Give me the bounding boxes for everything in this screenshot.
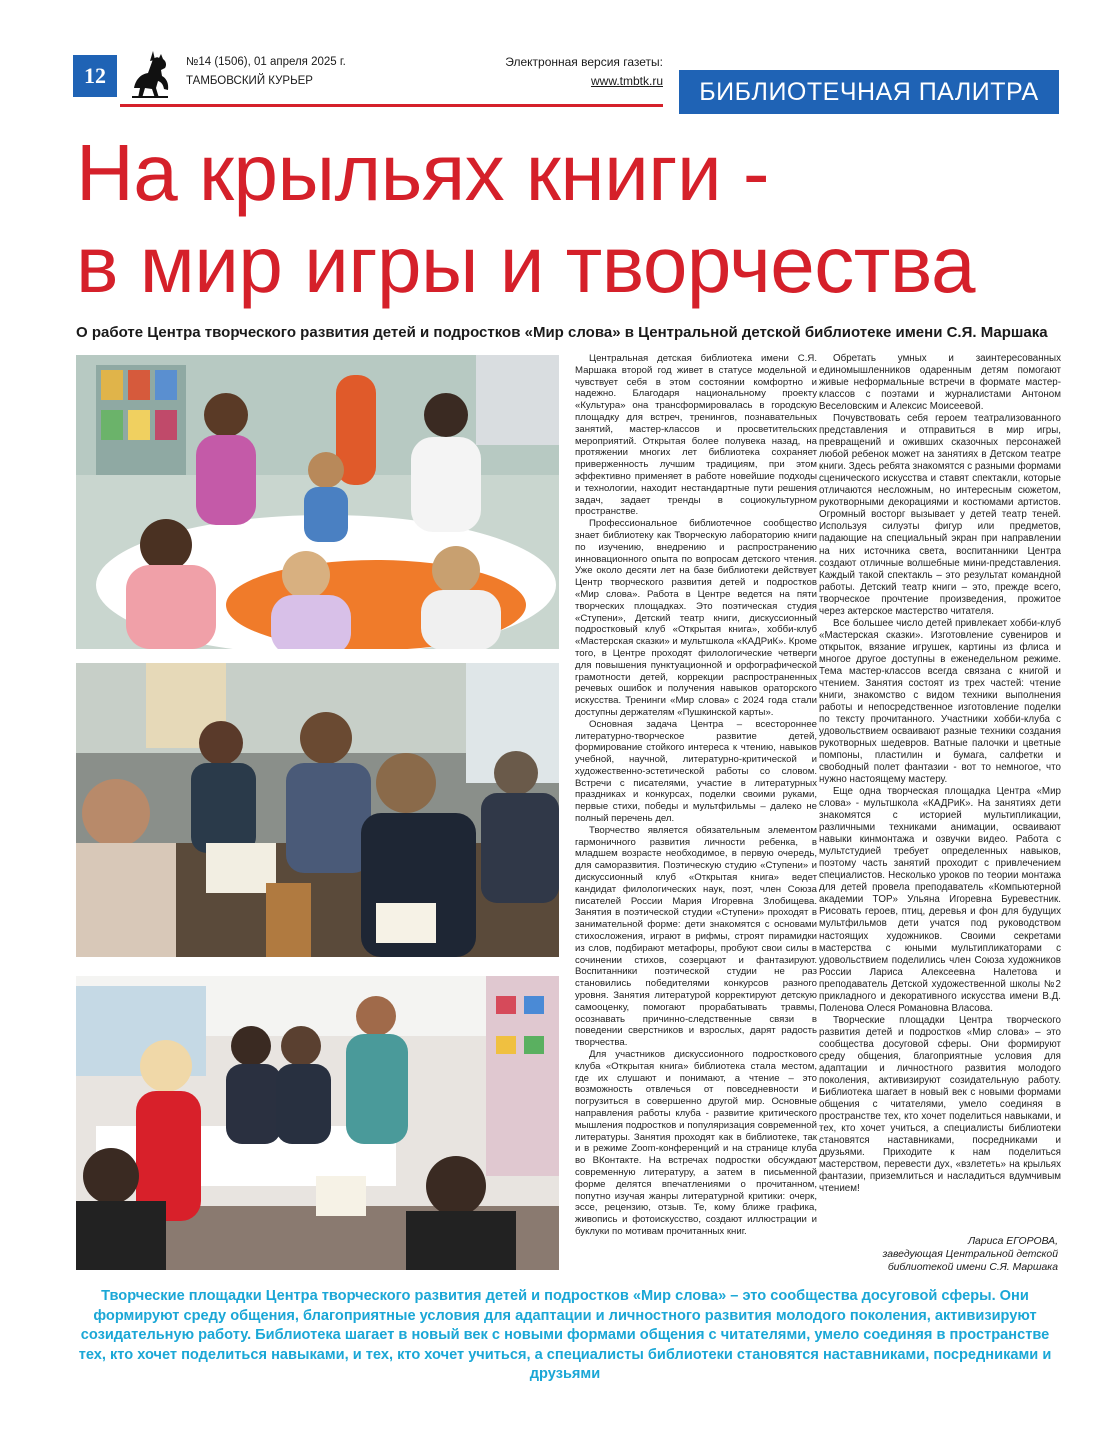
- photo-reading-club: [76, 663, 559, 957]
- article-paragraph: Обретать умных и заинтересованных единомышленников одаренным детям помогают живые неформальные встречи в формате мастер-классов с поэтами и журналистами Антоном Веселовским и Алексис Моисеевой.: [819, 353, 1061, 413]
- header-divider: [120, 104, 663, 107]
- article-paragraph: Почувствовать себя героем театрализованного представления и отправиться в мир игры, превращений и оживших сказочных персонажей любой ребенок может на занятиях в Детском театре книги. Здесь ребята знакомятся с разными формами сценического искусства и ставят спектакли, которые отличаются несложным, но интересным сюжетом, рукотворными декорациями и костюмами артистов. Огромный восторг вызывает у детей театр теней. Используя силуэты фигур или предметов, падающие на специальный экран при направлении на них источника света, воспитанники Центра создают отличные волшебные мини-представления. Каждый такой спектакль – это результат командной работы. Детский театр книги – это, прежде всего, творческое прочтение произведения, прожитое через актерское мастерство читателя.: [819, 413, 1061, 617]
- photo-craft-workshop: [76, 355, 559, 649]
- article-paragraph: Профессиональное библиотечное сообщество знает библиотеку как Творческую лабораторию книги по изучению, внедрению и распространению инновационного опыта по вопросам детского чтения. Уже около десяти лет на базе библиотеки действует Центр творческого развития детей и подростков «Мир слова». Работа в Центре ведется на пяти творческих площадках. Это поэтическая студия «Ступени», Детский театр книги, дискуссионный подростковый клуб «Открытая книга», хобби-клуб «Мастерская сказки» и мультшкола «КАДРиК». Кроме того, в Центре проходят филологические четверги для повышения пунктуационной и орфографической грамотности детей, коррекции распространенных речевых ошибок и получения навыков ораторского искусства. Тренинги «Мир слова» с 2024 года стали доступны держателям «Пушкинской карты».: [575, 518, 817, 718]
- article-subtitle: О работе Центра творческого развития детей и подростков «Мир слова» в Центральной детской библиотеке имени С.Я. Маршака: [76, 324, 1048, 341]
- article-paragraph: Творческие площадки Центра творческого развития детей и подростков «Мир слова» – это сообщества досуговой сферы. Они формируют среду общения, благоприятные условия для адаптации и личностного развития молодого поколения, активизируют созидательную работу. Библиотека шагает в новый век с новыми формами общения с читателями, умело соединяя в пространстве тех, кто хочет поделиться навыками, и тех, кто хочет учиться, а специалисты библиотеки становятся наставниками, посредниками и друзьями. Приходите к нам поделиться мастерством, перевести дух, «взлететь» на крыльях фантазии, приземлиться и насладиться вдумчивым чтением!: [819, 1014, 1061, 1195]
- photo-discussion-group: [76, 976, 559, 1270]
- pull-quote: Творческие площадки Центра творческого развития детей и подростков «Мир слова» – это сообщества досуговой сферы. Они формируют среду общения, благоприятные условия для адаптации и личностного развития молодого поколения, активизируют созидательную работу. Библиотека шагает в новый век с новыми формами общения с читателями, умело соединяя в пространстве тех, кто хочет поделиться навыками, и тех, кто хочет учиться, а специалисты библиотеки становятся наставниками, посредниками и друзьями: [78, 1288, 1052, 1382]
- article-paragraph: Еще одна творческая площадка Центра «Мир слова» - мультшкола «КАДРиК». На занятиях дети знакомятся с историей мультипликации, различными техниками анимации, осваивают навыки кинмонтажа и озвучки видео. Работа с мультстудией требует определенных навыков, поэтому часть занятий проходит с привлечением специалистов. Несколько уроков по теории монтажа для детей провела преподаватель «Компьютерной академии TOP» Ульяна Игоревна Буревестник. Рисовать героев, птиц, деревья и фон для будущих мультфильмов дети учатся под руководством настоящих художников. Своими секретами мастерства с юными мультипликаторами с удовольствием поделились член Союза художников России Лариса Алексеевна Налетова и преподаватель Детской художественной школы №2 прикладного и декоративного искусства имени В.Д. Поленова Олеся Романовна Власова.: [819, 786, 1061, 1014]
- e-version-link[interactable]: www.tmbtk.ru: [590, 74, 663, 88]
- e-version-label: Электронная версия газеты:: [505, 55, 663, 69]
- newspaper-name: ТАМБОВСКИЙ КУРЬЕР: [186, 75, 313, 87]
- article-column-right: [819, 353, 1061, 1195]
- headline-line-2: в мир игры и творчества: [76, 220, 976, 309]
- author-name: Лариса ЕГОРОВА,: [967, 1236, 1058, 1247]
- author-role: заведующая Центральной детской библиотекой имени С.Я. Маршака: [882, 1249, 1058, 1273]
- article-paragraph: Все большее число детей привлекает хобби-клуб «Мастерская сказки». Изготовление сувениров и открыток, вязание игрушек, картины из флиса и многое другое доступны в еженедельном режиме. Тема мастер-классов всегда связана с книгой и чтением. Занятия состоят из трех частей: чтение книги, знакомство с видом техники выполнения работы и непосредственное изготовление поделки по тексту прочитанного. Участники хобби-клуба с удовольствием осваивают разные техники создания рукотворных шедевров. Ватные палочки и цветные помпоны, пластилин и бумага, салфетки и свободный полет фантазии - вот то немногое, что нужно настоящему мастеру.: [819, 617, 1061, 786]
- issue-info: №14 (1506), 01 апреля 2025 г.: [186, 56, 346, 68]
- article-paragraph: Для участников дискуссионного подросткового клуба «Открытая книга» библиотека стала местом, где их слушают и понимают, а чтение – это возможность отвлечься от повседневности и погрузиться в совершенно другой мир. Основные направления работы клуба - развитие критического мышления подростков и популяризация современной литературы. Занятия проходят как в библиотеке, так и в режиме Zoom-конференций и на странице клуба во ВКонтакте. На встречах подростки обсуждают современную литературу, а затем в письменной форме делятся впечатлениями о прочитанном, попутно изучая жанры литературной критики: очерк, эссе, рецензию, отзыв. Те, кому ближе графика, живопись и фотоискусство, создают иллюстрации и буклуки по мотивам прочитанных книг.: [575, 1049, 817, 1237]
- article-paragraph: Основная задача Центра – всестороннее литературно-творческое развитие детей, формирование стойкого интереса к чтению, навыков учебной, научной, литературно-критической и художественно-эстетической работы со словом. Встречи с писателями, участие в литературных праздниках и конкурсах, поделки своими руками, первые стихи, победы и мультфильмы – далеко не полный перечень дел.: [575, 718, 817, 825]
- horse-rider-icon: [128, 48, 172, 102]
- page-number: 12: [73, 55, 117, 97]
- headline-line-1: На крыльях книги -: [76, 128, 769, 217]
- article-column-middle: [575, 353, 817, 1238]
- article-paragraph: Центральная детская библиотека имени С.Я. Маршака второй год живет в статусе модельной и чувствует себя в этом состоянии комфортно и надежно. Благодаря национальному проекту «Культура» она трансформировалась в городскую площадку для встреч, тренингов, познавательных занятий, мастер-классов и просветительских мероприятий. Открытая более полувека назад, на протяжении многих лет библиотека сохраняет приверженность лучшим традициям, при этом эффективно применяет в работе новейшие подходы и технологии, находит нестандартные пути решения задач, задает тренды в социокультурном пространстве.: [575, 353, 817, 518]
- section-banner: БИБЛИОТЕЧНАЯ ПАЛИТРА: [679, 70, 1059, 114]
- article-paragraph: Творчество является обязательным элементом гармоничного развития личности ребенка, в младшем возрасте необходимое, в первую очередь, для саморазвития. Поэтическую студию «Ступени» и дискуссионный клуб «Открытая книга» ведет кандидат филологических наук, поэт, член Союза писателей России Мария Игоревна Злобищева. Занятия в поэтической студии «Ступени» проходят в занимательной форме: дети знакомятся с основами стихосложения, играют в рифмы, строят пирамидки из слов, подбирают метафоры, пробуют свои силы в сочинении стихов, созерцают и фантазируют. Воспитанники поэтической студии не раз становились победителями конкурсов разного уровня. Занятия литературой корректируют детскую самооценку, помогают прорабатывать травмы, осознавать причинно-следственные связи в поведении сверстников и взрослых, дарят радость творчества.: [575, 824, 817, 1049]
